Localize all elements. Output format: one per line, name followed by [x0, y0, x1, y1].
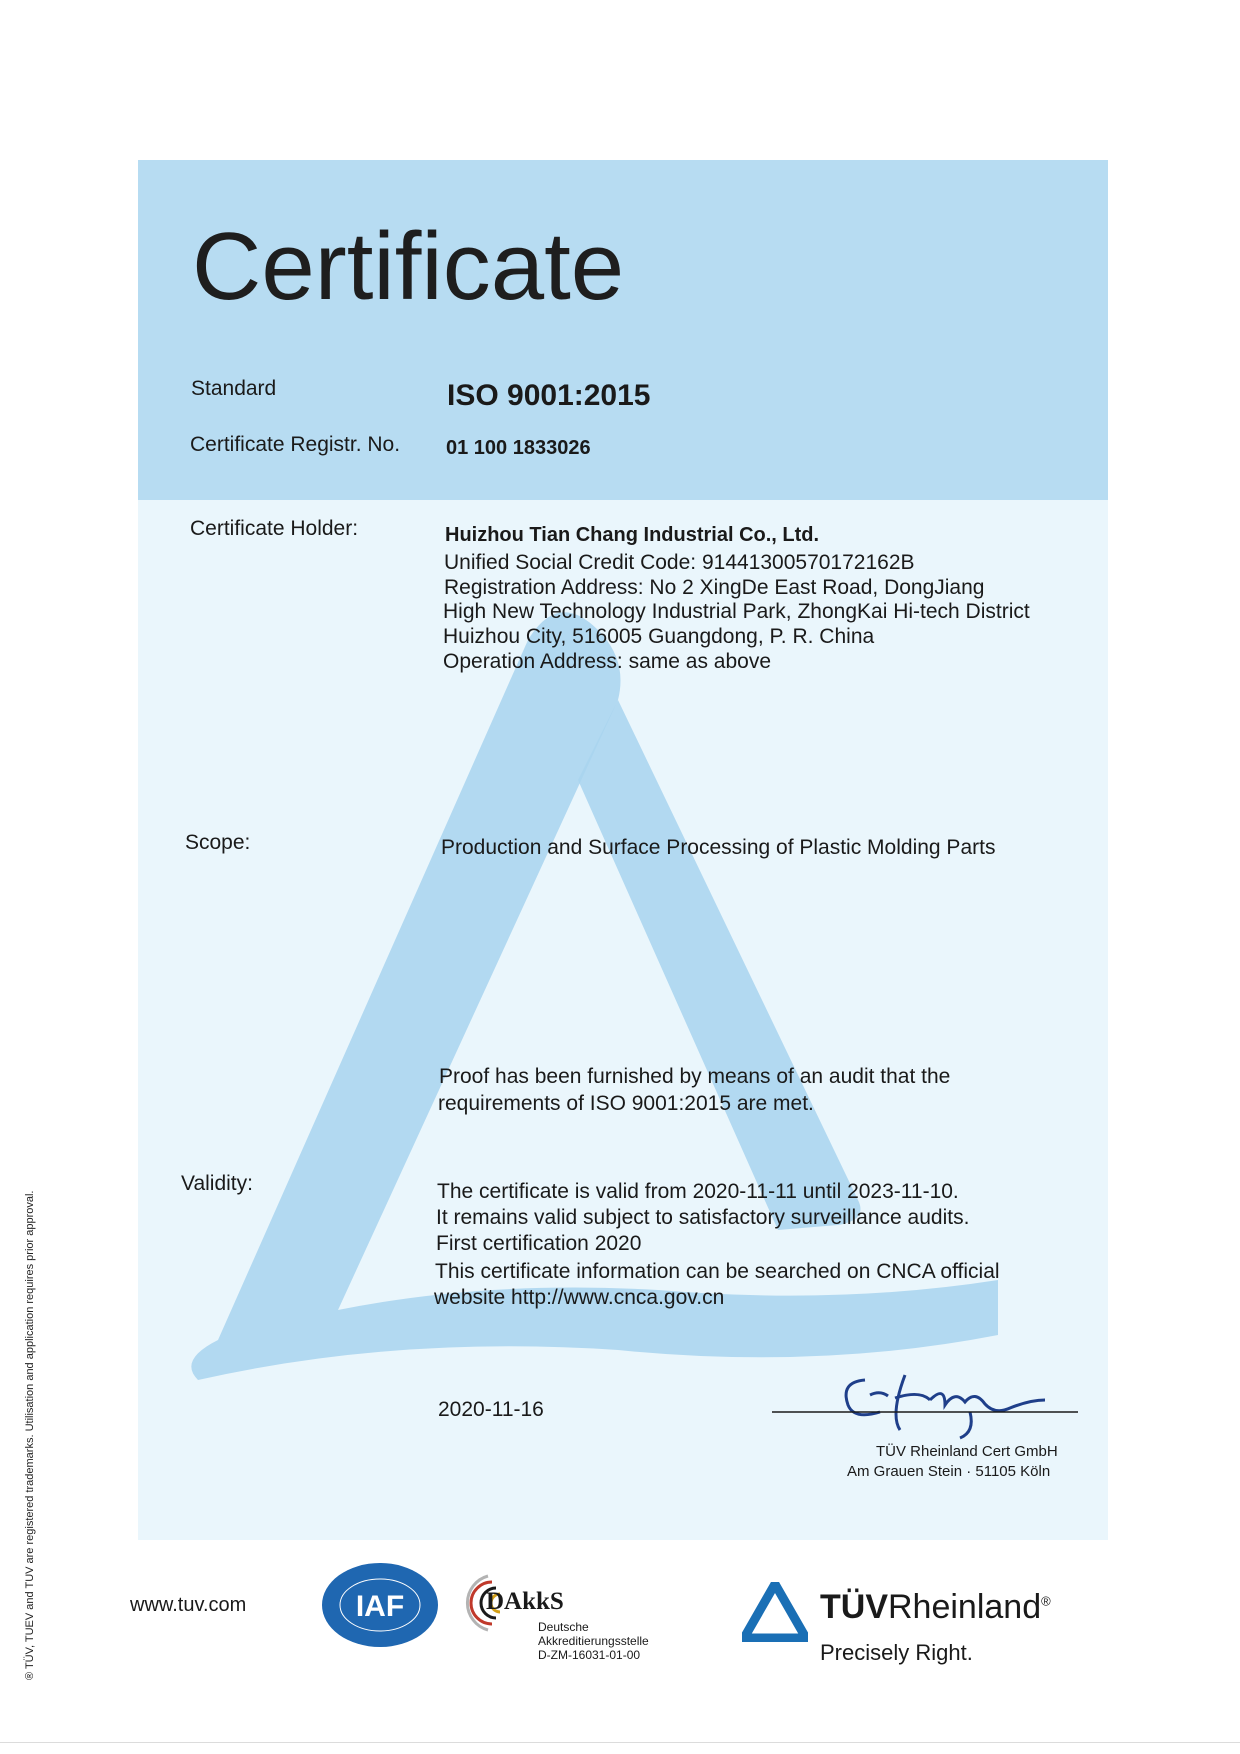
validity-line: It remains valid subject to satisfactory surveillance audits. — [436, 1206, 970, 1229]
validity-line: First certification 2020 — [436, 1232, 642, 1255]
registr-value: 01 100 1833026 — [446, 437, 591, 459]
certificate-title: Certificate — [192, 213, 625, 320]
holder-line: Operation Address: same as above — [443, 650, 772, 673]
holder-line: Registration Address: No 2 XingDe East Road, DongJiang — [444, 576, 985, 599]
validity-line: website http://www.cnca.gov.cn — [434, 1286, 725, 1309]
dakks-logo — [458, 1568, 668, 1662]
validity-line: The certificate is valid from 2020-11-11 until 2023-11-10. — [437, 1180, 959, 1203]
holder-label: Certificate Holder: — [190, 517, 359, 540]
tuv-registered: ® — [1041, 1593, 1051, 1609]
tuv-triangle-logo-icon — [742, 1582, 808, 1642]
dakks-line: Deutsche — [538, 1620, 589, 1634]
footer-website-link[interactable]: www.tuv.com — [130, 1594, 247, 1616]
tuv-slogan: Precisely Right. — [820, 1640, 973, 1665]
standard-value: ISO 9001:2015 — [447, 379, 651, 412]
tuv-brand-bold: TÜV — [820, 1588, 888, 1626]
tuv-brand-rest: Rheinland — [888, 1588, 1042, 1626]
issue-date: 2020-11-16 — [438, 1398, 544, 1421]
registr-label: Certificate Registr. No. — [190, 433, 401, 456]
dakks-line: D-ZM-16031-01-00 — [538, 1648, 641, 1662]
iaf-logo — [320, 1560, 440, 1650]
standard-label: Standard — [191, 377, 277, 400]
tuv-brand — [820, 1588, 1051, 1627]
page-divider — [0, 1742, 1240, 1743]
holder-line: Huizhou City, 516005 Guangdong, P. R. China — [443, 625, 875, 648]
validity-line: This certificate information can be searched on CNCA official — [435, 1260, 1000, 1283]
scope-value: Production and Surface Processing of Plastic Molding Parts — [441, 836, 996, 859]
trademark-side-note: ® TÜV, TUEV and TUV are registered trademarks. Utilisation and application requires prior approval. — [24, 1190, 36, 1680]
issuer-line: TÜV Rheinland Cert GmbH — [876, 1443, 1058, 1460]
holder-line: High New Technology Industrial Park, ZhongKai Hi-tech District — [443, 600, 1030, 623]
scope-label: Scope: — [185, 831, 251, 854]
proof-line: Proof has been furnished by means of an audit that the — [439, 1065, 951, 1088]
validity-label: Validity: — [181, 1172, 253, 1195]
iaf-text: IAF — [355, 1590, 405, 1623]
iaf-logo-icon — [320, 1560, 440, 1650]
dakks-line: Akkreditierungsstelle — [538, 1634, 649, 1648]
holder-name: Huizhou Tian Chang Industrial Co., Ltd. — [445, 524, 820, 546]
dakks-name: DAkkS — [486, 1588, 564, 1615]
signature-icon — [770, 1360, 1090, 1440]
issuer-line: Am Grauen Stein · 51105 Köln — [847, 1463, 1051, 1480]
holder-line: Unified Social Credit Code: 91441300570172162B — [444, 551, 915, 574]
proof-line: requirements of ISO 9001:2015 are met. — [438, 1092, 814, 1115]
